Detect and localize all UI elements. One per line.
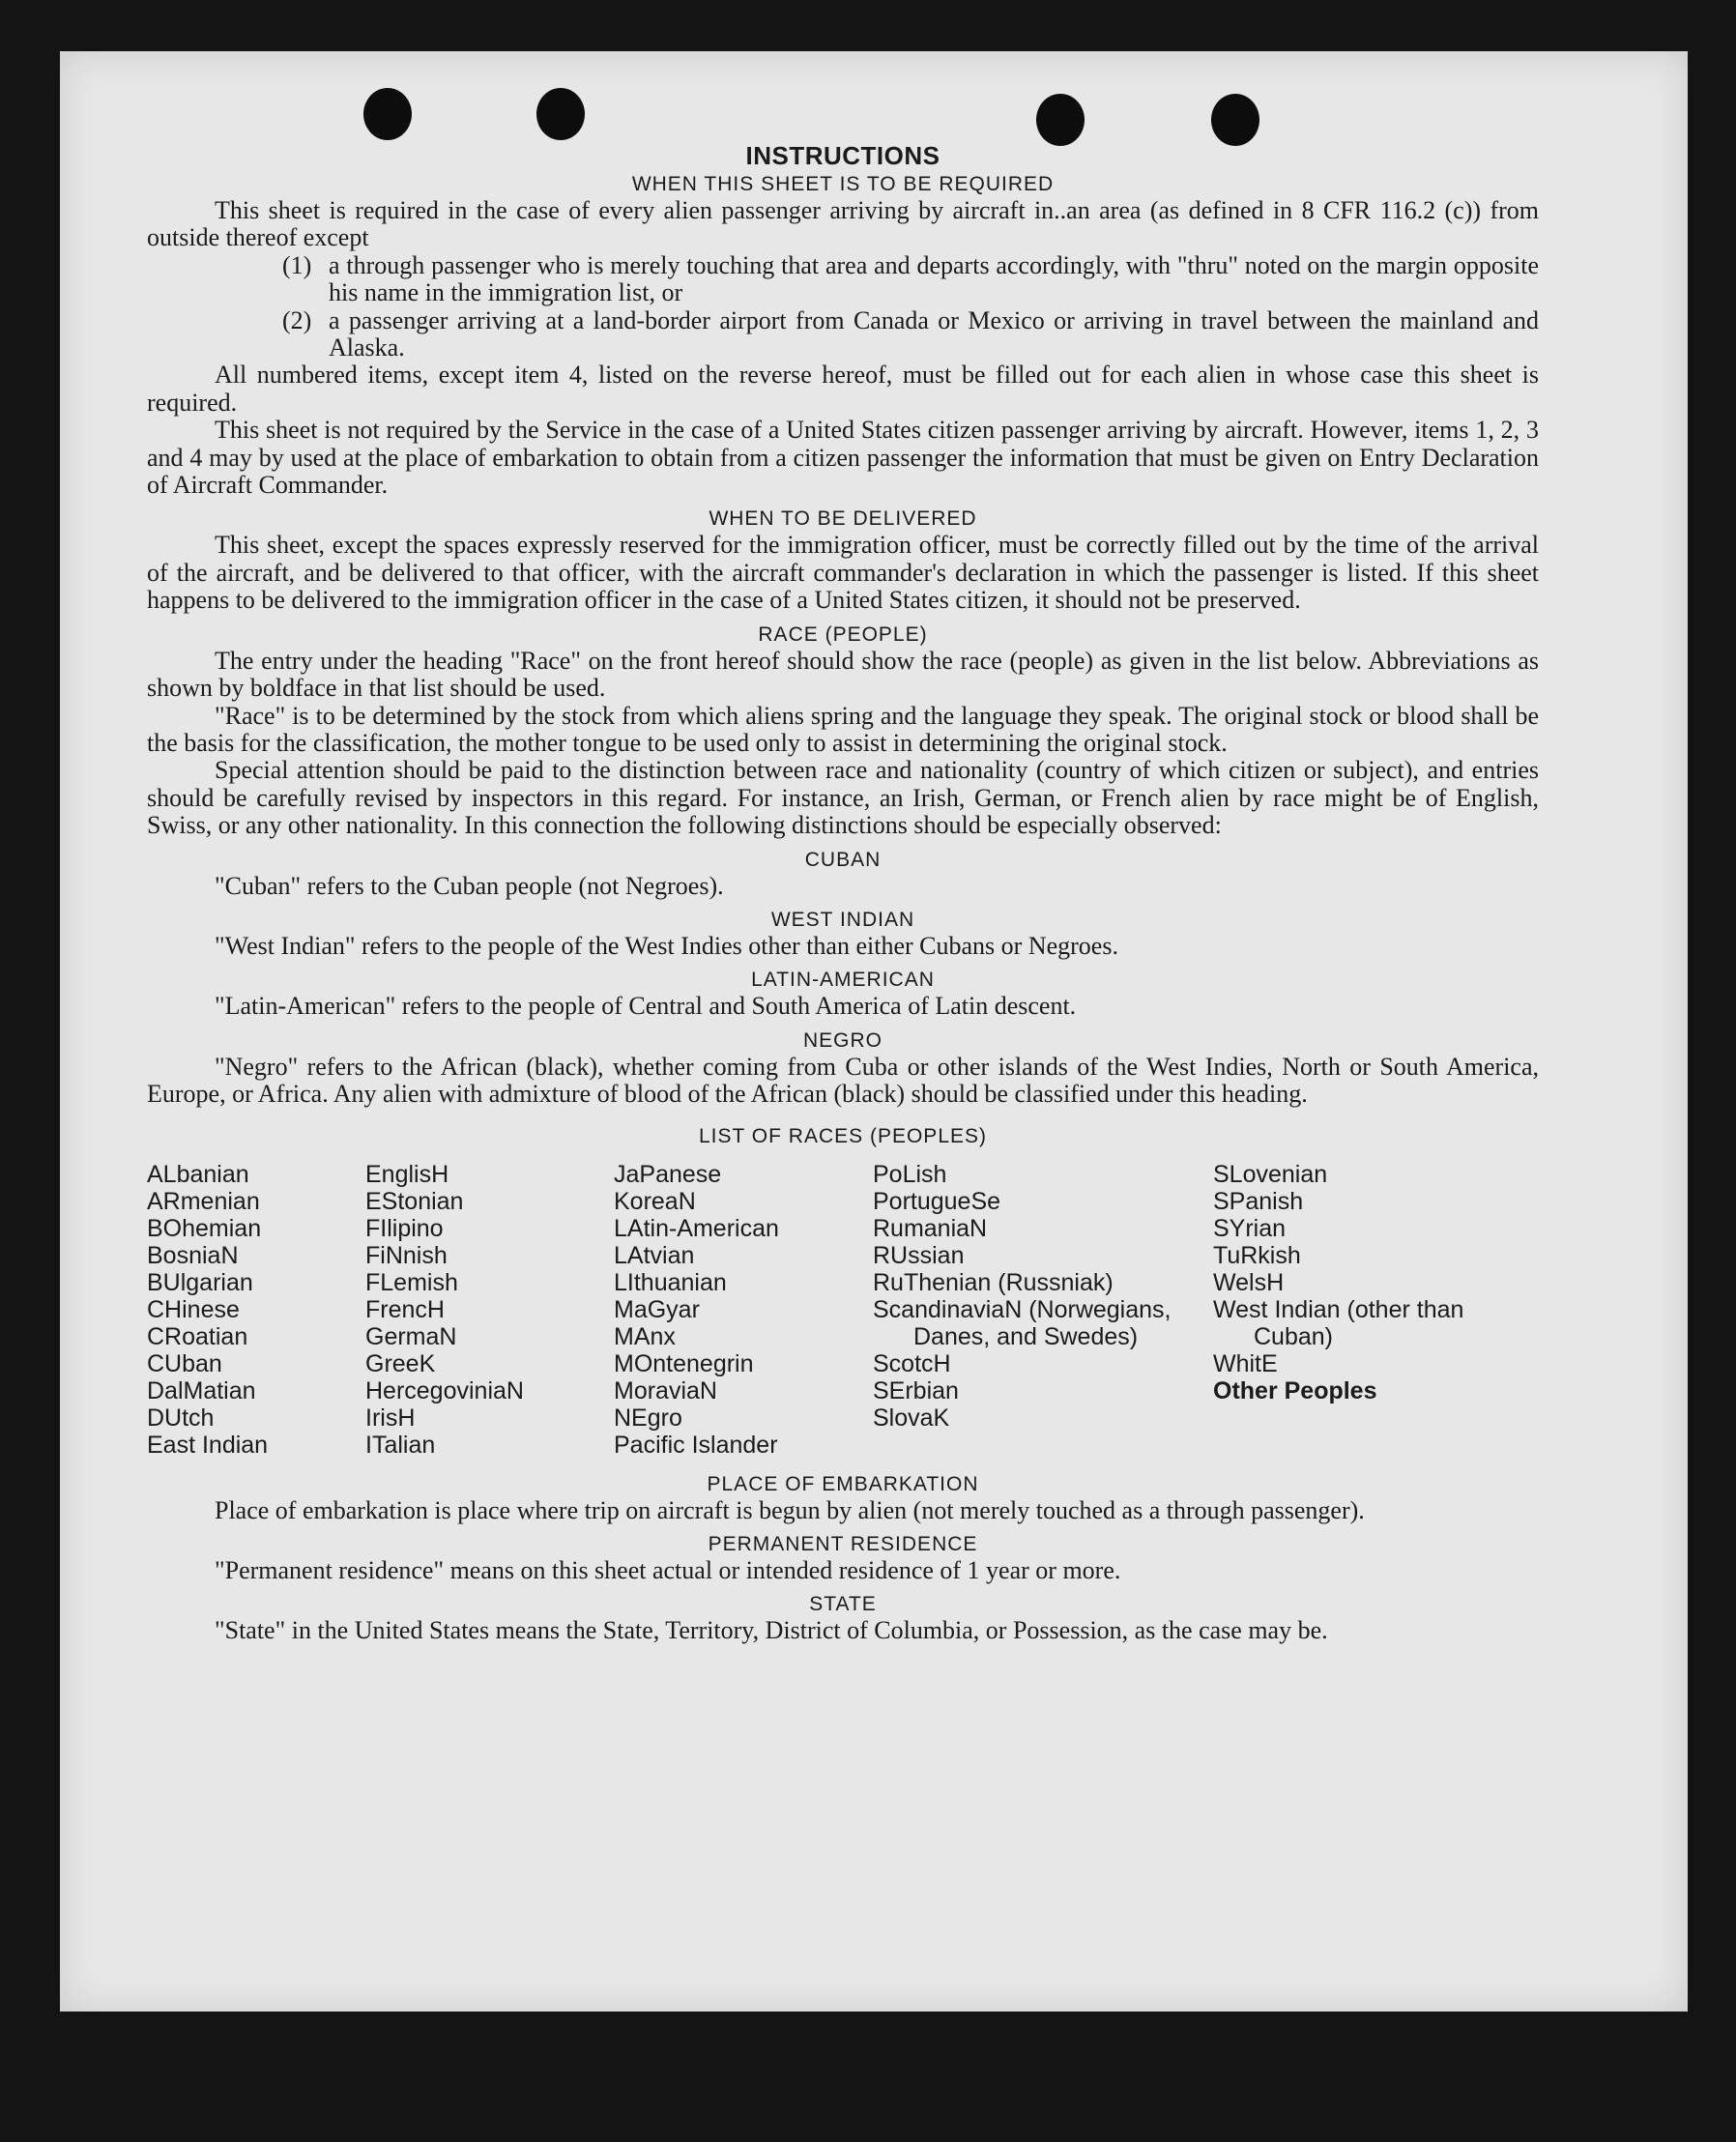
section-heading-permanent-residence: PERMANENT RESIDENCE [708, 1532, 978, 1555]
section-heading-latin-american: LATIN-AMERICAN [751, 969, 935, 992]
race-entry: GermaN [365, 1322, 457, 1350]
race-entry: BOhemian [147, 1214, 262, 1242]
section-heading-west-indian: WEST INDIAN [770, 908, 915, 931]
exception-item-text: a passenger arriving at a land-border airport from Canada or Mexico or arriving in travel between the mainland and Alaska. [329, 305, 1539, 362]
race-column [614, 1161, 873, 1459]
race-list [147, 1161, 1539, 1459]
race-entry: SLovenian [1213, 1160, 1328, 1188]
race-entry: MOntenegrin [614, 1349, 754, 1377]
when-delivered-para: This sheet, except the spaces expressly reserved for the immigration officer, must be correctly filled out by the time of the arrival of the aircraft, and be delivered to that officer, with the aircraft commander's declaration in which the passenger is listed. If this sheet happens to be delivered to the immigration officer in the case of a United States citizen, it should not be preserved. [147, 531, 1539, 615]
exception-item [282, 252, 1539, 307]
race-entry: DUtch [147, 1404, 215, 1432]
race-entry: RUssian [873, 1241, 965, 1269]
race-entry: SErbian [873, 1376, 959, 1404]
race-entry: BUlgarian [147, 1268, 253, 1296]
section-heading-cuban: CUBAN [804, 848, 882, 871]
race-column [147, 1161, 365, 1459]
race-entry: ARmenian [147, 1187, 260, 1215]
race-column [873, 1161, 1213, 1459]
race-entry: MaGyar [614, 1295, 700, 1323]
race-entry: PortugueSe [873, 1187, 1001, 1215]
race-para-2: "Race" is to be determined by the stock from which aliens spring and the language they speak. The original stock or blood shall be the basis for the classification, the mother tongue to be used only to assist in determining the original stock. [147, 701, 1539, 757]
state-para: "State" in the United States means the State, Territory, District of Columbia, or Possession, as the case may be. [215, 1616, 1328, 1645]
race-entry: TuRkish [1213, 1241, 1301, 1269]
race-entry: PoLish [873, 1160, 947, 1188]
race-column [1213, 1161, 1489, 1459]
race-entry: SYrian [1213, 1214, 1287, 1242]
exception-item-number: (1) [282, 250, 312, 279]
exception-item-number: (2) [282, 305, 312, 334]
page-title: INSTRUCTIONS [745, 141, 940, 170]
race-entry: WhitE [1213, 1349, 1278, 1377]
race-para-1: The entry under the heading "Race" on the front hereof should show the race (people) as given in the list below. Abbreviations as shown by boldface in that list should be used. [147, 646, 1539, 703]
race-entry: SPanish [1213, 1187, 1304, 1215]
when-required-para-3: This sheet is not required by the Service in the case of a United States citizen passenger arriving by aircraft. However, items 1, 2, 3 and 4 may by used at the place of embarkation to obtain from a citizen passenger the information that must be given on Entry Declaration of Aircraft Commander. [147, 416, 1539, 500]
race-entry: MoraviaN [614, 1376, 717, 1404]
race-entry: LAtvian [614, 1241, 695, 1269]
race-entry: ITalian [365, 1431, 436, 1459]
section-heading-list-of-races: LIST OF RACES (PEOPLES) [698, 1124, 988, 1147]
cuban-para: "Cuban" refers to the Cuban people (not Negroes). [215, 871, 724, 900]
race-entry: East Indian [147, 1431, 269, 1459]
race-entry: LIthuanian [614, 1268, 727, 1296]
latin-american-para: "Latin-American" refers to the people of Central and South America of Latin descent. [215, 992, 1077, 1021]
race-entry: EStonian [365, 1187, 464, 1215]
race-entry: West Indian (other than Cuban) [1213, 1295, 1464, 1350]
section-heading-race: RACE (PEOPLE) [758, 622, 928, 646]
race-entry: KoreaN [614, 1187, 696, 1215]
race-entry: WelsH [1213, 1268, 1285, 1296]
race-entry: FIlipino [365, 1214, 444, 1242]
race-entry: ALbanian [147, 1160, 249, 1188]
section-heading-negro: NEGRO [802, 1028, 882, 1052]
race-entry: ScandinaviaN (Norwegians, Danes, and Swedes) [873, 1295, 1172, 1350]
race-entry: FLemish [365, 1268, 458, 1296]
race-entry: CRoatian [147, 1322, 248, 1350]
race-entry: Pacific Islander [614, 1431, 778, 1459]
race-entry: Other Peoples [1213, 1376, 1377, 1404]
race-entry: ScotcH [873, 1349, 951, 1377]
negro-para: "Negro" refers to the African (black), whether coming from Cuba or other islands of the West Indies, North or South America, Europe, or Africa. Any alien with admixture of blood of the African (black) should be classified under this heading. [147, 1052, 1539, 1109]
race-entry: JaPanese [614, 1160, 722, 1188]
race-entry: SlovaK [873, 1404, 950, 1432]
permanent-residence-para: "Permanent residence" means on this sheet actual or intended residence of 1 year or more. [215, 1555, 1121, 1584]
when-required-para-2: All numbered items, except item 4, listed on the reverse hereof, must be filled out for each alien in whose case this sheet is required. [147, 361, 1539, 417]
race-entry: CUban [147, 1349, 222, 1377]
race-para-3: Special attention should be paid to the distinction between race and nationality (country of which citizen or subject), and entries should be carefully revised by inspectors in this regard. For instance, an Irish, German, or French alien by race might be of English, Swiss, or any other nationality. In this connection the following distinctions should be especially observed: [147, 756, 1539, 840]
instructions-content [147, 93, 1539, 1645]
race-entry: LAtin-American [614, 1214, 779, 1242]
race-column [365, 1161, 614, 1459]
exception-item-text: a through passenger who is merely touching that area and departs accordingly, with "thru" noted on the margin opposite his name in the immigration list, or [329, 250, 1539, 307]
race-entry: NEgro [614, 1404, 682, 1432]
section-heading-when-delivered: WHEN TO BE DELIVERED [709, 507, 977, 531]
race-entry: RuThenian (Russniak) [873, 1268, 1114, 1296]
race-entry: GreeK [365, 1349, 436, 1377]
race-entry: FrencH [365, 1295, 445, 1323]
race-entry: CHinese [147, 1295, 240, 1323]
when-required-intro: This sheet is required in the case of every alien passenger arriving by aircraft in..an area (as defined in 8 CFR 116.2 (c)) from outside thereof except [147, 196, 1539, 252]
race-entry: RumaniaN [873, 1214, 988, 1242]
section-heading-state: STATE [809, 1593, 877, 1616]
place-of-embarkation-para: Place of embarkation is place where trip on aircraft is begun by alien (not merely touched as a through passenger). [215, 1495, 1365, 1524]
race-entry: DalMatian [147, 1376, 256, 1404]
race-entry: EnglisH [365, 1160, 449, 1188]
race-entry: FiNnish [365, 1241, 448, 1269]
section-heading-when-required: WHEN THIS SHEET IS TO BE REQUIRED [631, 173, 1055, 195]
section-heading-place-of-embarkation: PLACE OF EMBARKATION [707, 1472, 979, 1495]
race-entry: MAnx [614, 1322, 676, 1350]
race-entry: HercegoviniaN [365, 1376, 524, 1404]
race-entry: IrisH [365, 1404, 416, 1432]
exception-item [282, 307, 1539, 362]
race-entry: BosniaN [147, 1241, 239, 1269]
west-indian-para: "West Indian" refers to the people of the West Indies other than either Cubans or Negroes. [215, 931, 1118, 960]
